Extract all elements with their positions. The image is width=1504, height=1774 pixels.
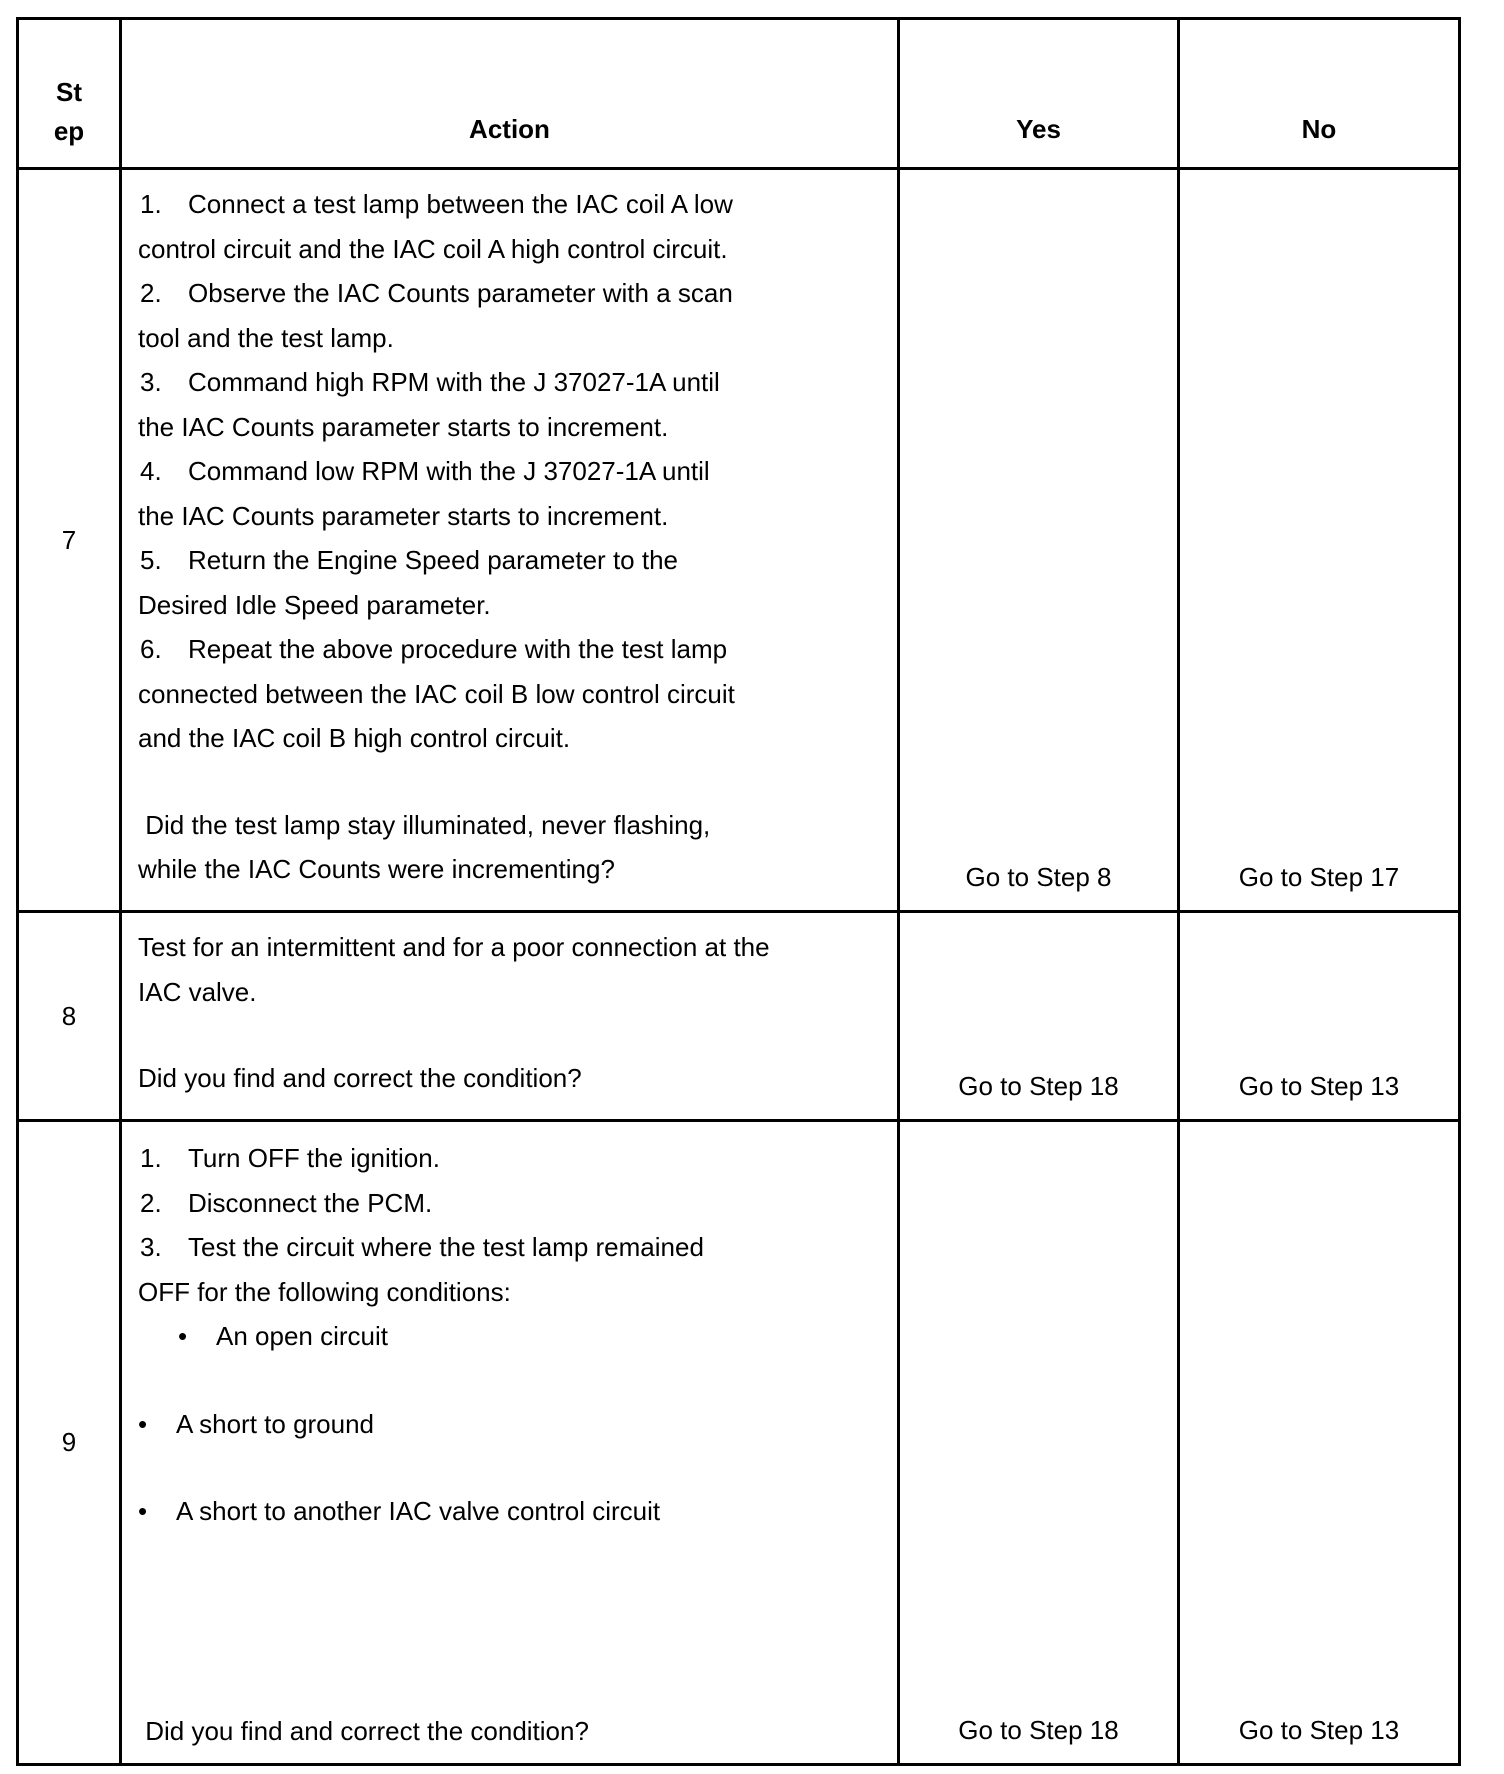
action-line <box>138 360 897 405</box>
question-line: Did the test lamp stay illuminated, never flashing, <box>138 809 711 840</box>
bullet-text: An open circuit <box>216 1321 388 1351</box>
item-number: 2. <box>140 1187 162 1218</box>
item-number: 6. <box>140 634 162 664</box>
action-line <box>138 627 897 672</box>
step-number: 9 <box>18 1121 121 1765</box>
header-action: Action <box>121 19 899 169</box>
bullet-item <box>138 1402 897 1447</box>
action-line <box>138 1136 897 1181</box>
header-yes: Yes <box>899 19 1179 169</box>
action-line: Test for an intermittent and for a poor connection at the <box>138 932 770 962</box>
action-line <box>138 1225 897 1270</box>
header-step-line2: ep <box>53 116 85 146</box>
action-line: the IAC Counts parameter starts to increment. <box>138 500 669 531</box>
item-number: 4. <box>140 456 162 486</box>
action-line: the IAC Counts parameter starts to increment. <box>138 411 669 442</box>
item-text: Return the Engine Speed parameter to the <box>188 545 678 575</box>
item-text: Turn OFF the ignition. <box>188 1143 440 1173</box>
action-line <box>138 538 897 583</box>
item-text: Command low RPM with the J 37027-1A until <box>188 456 710 486</box>
action-line <box>138 271 897 316</box>
action-line <box>138 1181 897 1226</box>
header-step-line1: St <box>56 77 82 107</box>
bullet-text: A short to ground <box>176 1408 375 1439</box>
item-number: 1. <box>140 189 162 219</box>
bullet-item <box>138 1489 897 1534</box>
step-number: 7 <box>18 169 121 912</box>
bullet-item <box>138 1314 897 1359</box>
bullet-text: A short to another IAC valve control circuit <box>176 1496 661 1526</box>
item-number: 3. <box>140 1232 162 1262</box>
yes-result: Go to Step 18 <box>899 912 1179 1121</box>
step-action <box>121 912 899 1121</box>
question-line: Did you find and correct the condition? <box>138 1063 582 1093</box>
bullet-icon: • <box>178 1321 188 1351</box>
action-line <box>138 182 897 227</box>
item-number: 3. <box>140 367 162 397</box>
no-result: Go to Step 17 <box>1179 169 1460 912</box>
item-number: 2. <box>140 278 162 308</box>
bullet-icon: • <box>138 1496 148 1526</box>
action-line <box>138 449 897 494</box>
action-line: OFF for the following conditions: <box>138 1276 511 1307</box>
step-row-7 <box>18 169 1460 912</box>
step-row-9 <box>18 1121 1460 1765</box>
yes-result: Go to Step 18 <box>899 1121 1179 1765</box>
question-line: while the IAC Counts were incrementing? <box>138 854 615 884</box>
action-line: tool and the test lamp. <box>138 322 394 353</box>
step-action <box>121 1121 899 1765</box>
no-result: Go to Step 13 <box>1179 1121 1460 1765</box>
header-no: No <box>1179 19 1460 169</box>
header-row <box>18 19 1460 169</box>
action-line: Desired Idle Speed parameter. <box>138 589 491 620</box>
yes-result: Go to Step 8 <box>899 169 1179 912</box>
item-number: 1. <box>140 1143 162 1173</box>
step-action <box>121 169 899 912</box>
item-text: Command high RPM with the J 37027-1A until <box>188 367 720 397</box>
bullet-icon: • <box>138 1408 148 1439</box>
step-number: 8 <box>18 912 121 1121</box>
no-result: Go to Step 13 <box>1179 912 1460 1121</box>
item-text: Connect a test lamp between the IAC coil A low <box>188 189 733 219</box>
action-line: connected between the IAC coil B low control circuit <box>138 678 735 709</box>
step-row-8 <box>18 912 1460 1121</box>
action-line: and the IAC coil B high control circuit. <box>138 723 571 753</box>
item-text: Disconnect the PCM. <box>188 1187 433 1218</box>
diagnostic-table <box>16 17 1461 1766</box>
question-line: Did you find and correct the condition? <box>138 1715 589 1746</box>
item-text: Observe the IAC Counts parameter with a scan <box>188 278 733 308</box>
action-line: control circuit and the IAC coil A high control circuit. <box>138 233 728 264</box>
action-line: IAC valve. <box>138 976 257 1007</box>
item-text: Repeat the above procedure with the test lamp <box>188 634 728 664</box>
item-number: 5. <box>140 545 162 575</box>
item-text: Test the circuit where the test lamp remained <box>188 1232 704 1262</box>
header-step <box>18 19 121 169</box>
